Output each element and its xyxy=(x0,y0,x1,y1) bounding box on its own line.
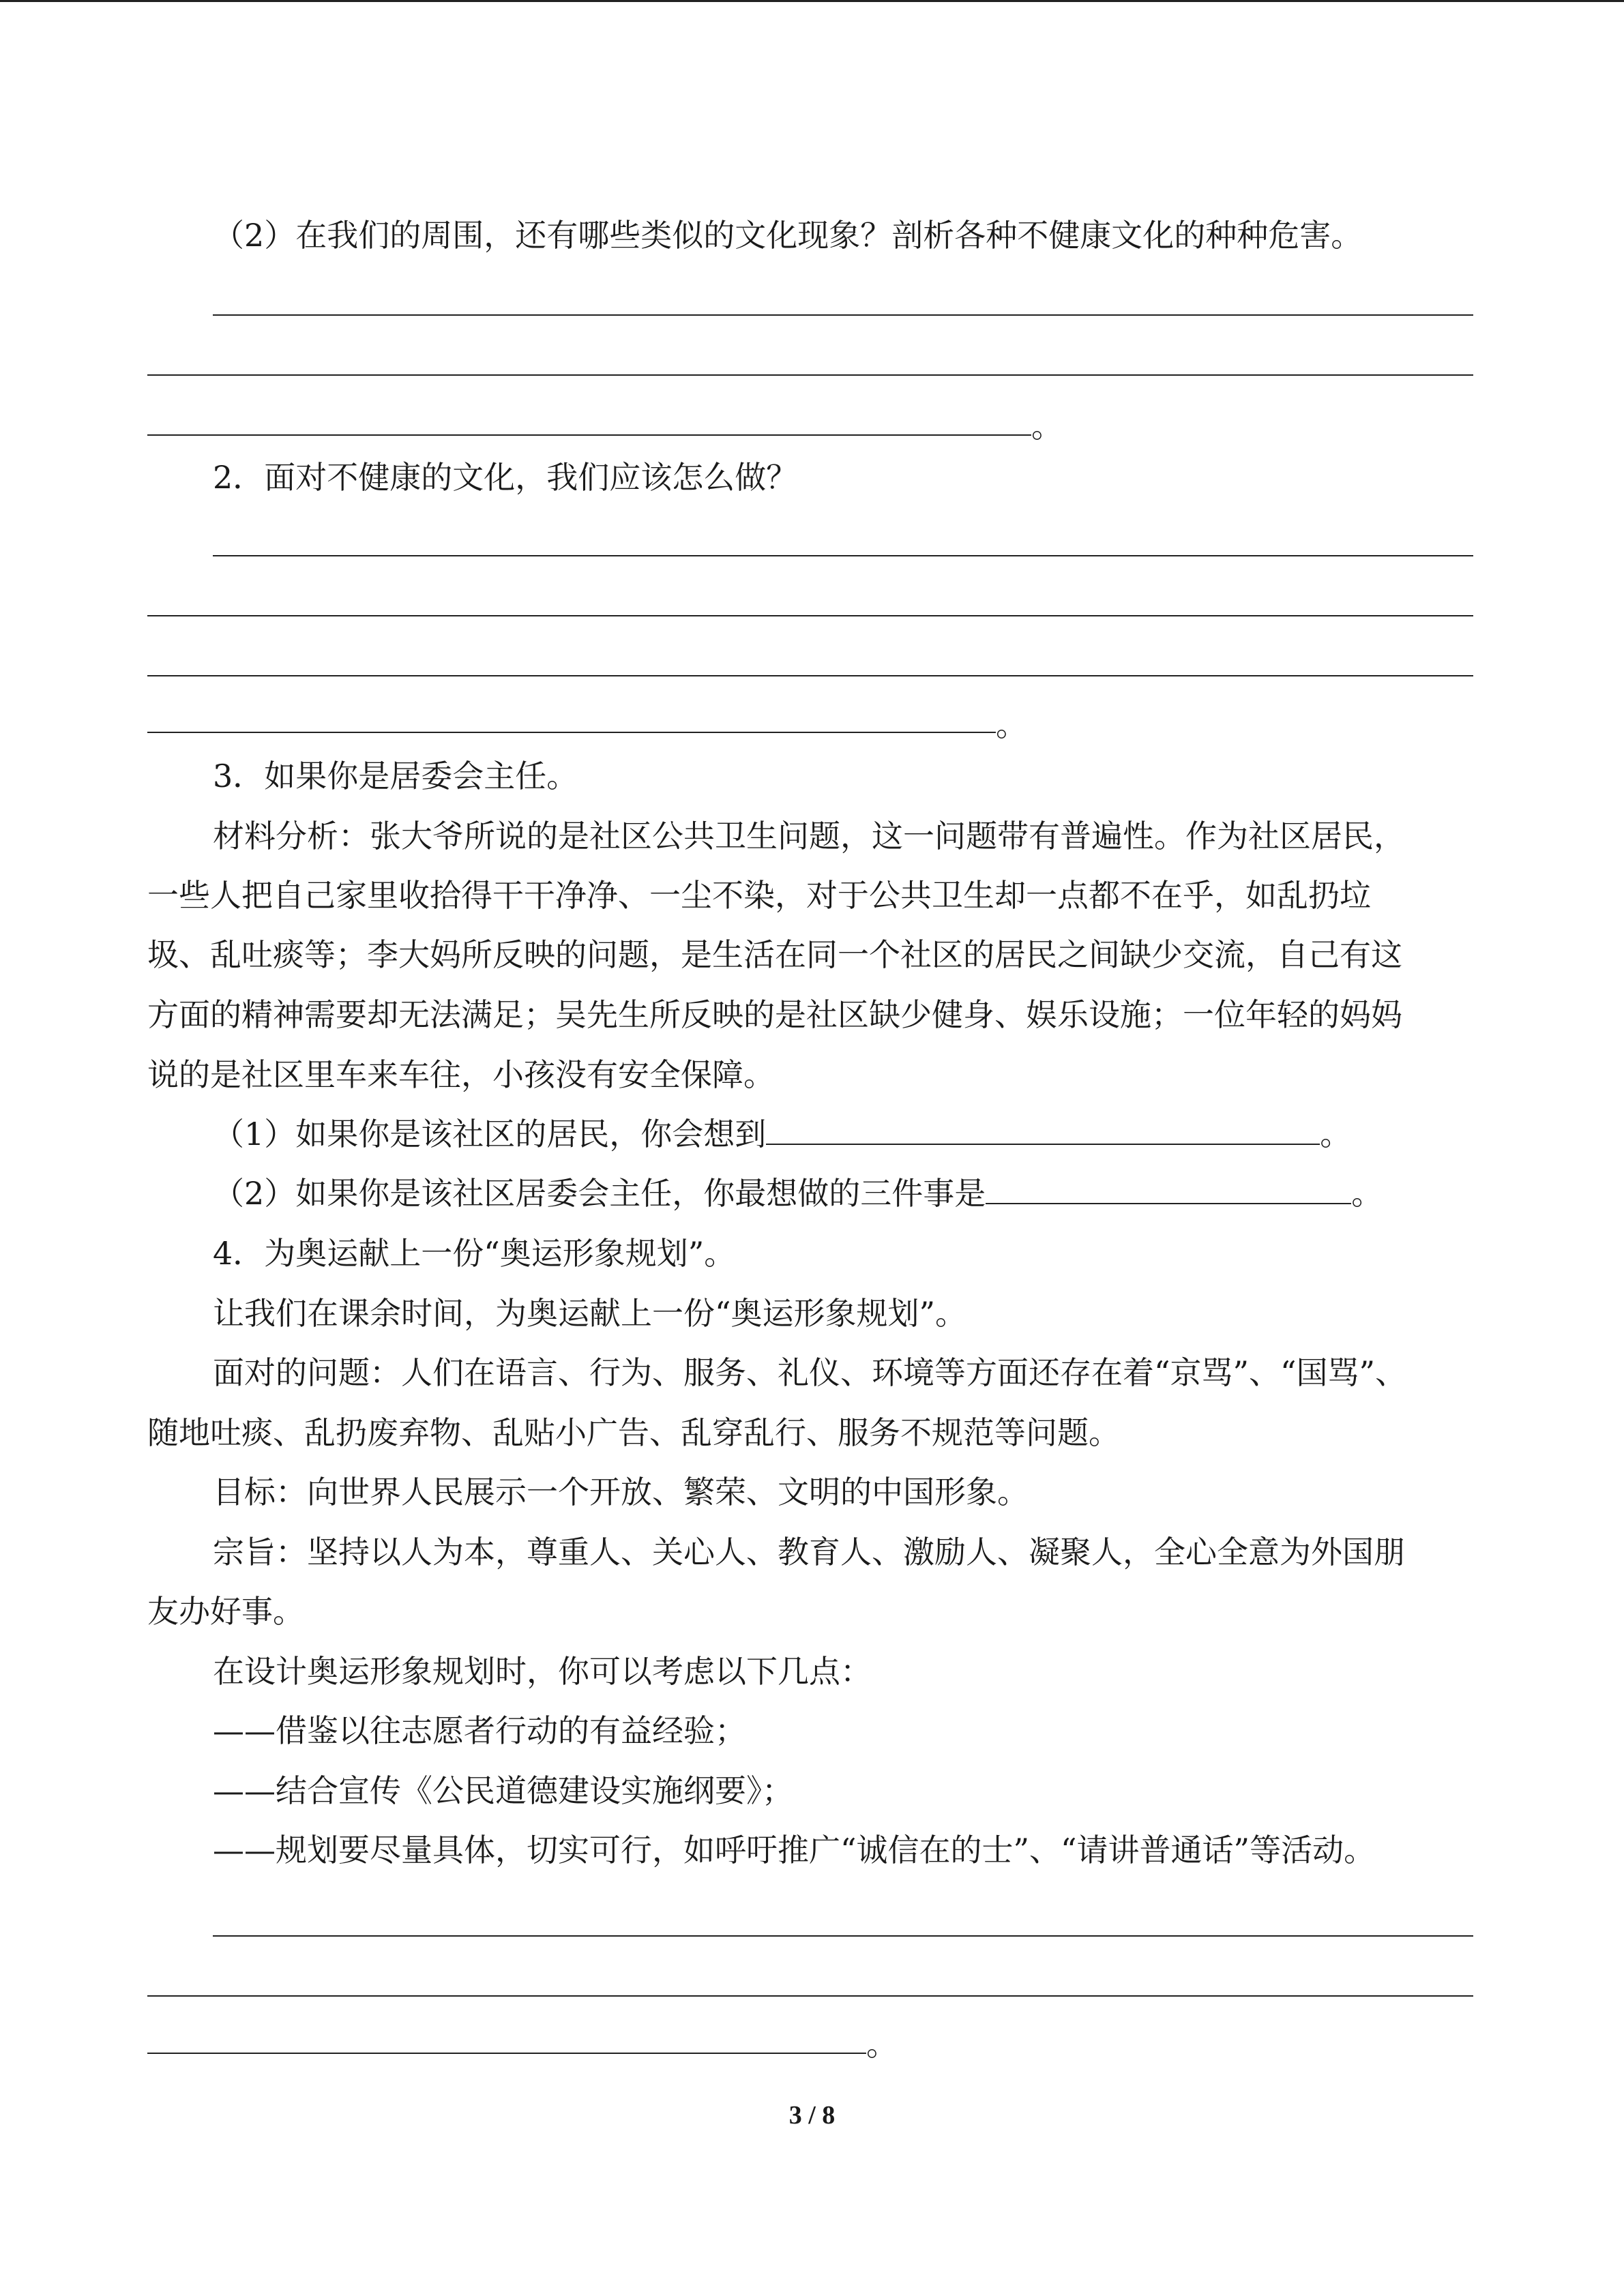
q4-goal: 目标：向世界人民展示一个开放、繁荣、文明的中国形象。 xyxy=(213,1474,1029,1510)
period: 。 xyxy=(1351,1175,1383,1212)
q4-aim-line: 宗旨：坚持以人为本，尊重人、关心人、教育人、激励人、凝聚人，全心全意为外国朋 xyxy=(213,1534,1405,1570)
question-4-title: 4．为奥运献上一份“奥运形象规划”。 xyxy=(213,1235,736,1272)
q3-paragraph-line: 圾、乱吐痰等；李大妈所反映的问题，是生活在同一个社区的居民之间缺少交流，自己有这 xyxy=(147,936,1402,973)
fill-blank xyxy=(986,1173,1351,1204)
period: 。 xyxy=(866,2026,898,2063)
q4-bullet: ——规划要尽量具体，切实可行，如呼吁推广“诚信在的士”、“请讲普通话”等活动。 xyxy=(213,1832,1376,1868)
q4-aim-line: 友办好事。 xyxy=(147,1593,304,1630)
q4-problem-line: 随地吐痰、乱扔废弃物、乱贴小广告、乱穿乱行、服务不规范等问题。 xyxy=(147,1414,1120,1451)
question-2: 2．面对不健康的文化，我们应该怎么做？ xyxy=(213,459,798,496)
period: 。 xyxy=(996,706,1027,743)
answer-line xyxy=(147,374,1473,376)
answer-line xyxy=(147,732,996,733)
q3-paragraph-line: 材料分析：张大爷所说的是社区公共卫生问题，这一问题带有普遍性。作为社区居民， xyxy=(213,818,1405,854)
q3-subquestion-1-text: （1）如果你是该社区的居民，你会想到 xyxy=(213,1116,767,1152)
q4-consider: 在设计奥运形象规划时，你可以考虑以下几点： xyxy=(213,1653,872,1690)
q4-intro: 让我们在课余时间，为奥运献上一份“奥运形象规划”。 xyxy=(213,1295,967,1332)
question-1-2: （2）在我们的周围，还有哪些类似的文化现象？剖析各种不健康文化的种种危害。 xyxy=(213,217,1363,254)
top-border xyxy=(0,0,1624,2)
answer-line xyxy=(213,314,1473,316)
q3-subquestion-1 xyxy=(213,1114,1351,1154)
question-3-title: 3．如果你是居委会主任。 xyxy=(213,758,578,794)
q3-subquestion-2 xyxy=(213,1173,1383,1214)
period: 。 xyxy=(1031,408,1063,445)
q4-problem-line: 面对的问题：人们在语言、行为、服务、礼仪、环境等方面还存在着“京骂”、“国骂”、 xyxy=(213,1354,1407,1391)
q3-subquestion-2-text: （2）如果你是该社区居委会主任，你最想做的三件事是 xyxy=(213,1175,986,1212)
answer-line xyxy=(213,1935,1473,1937)
answer-line xyxy=(147,675,1473,676)
page-number: 3 / 8 xyxy=(788,2101,836,2130)
answer-line xyxy=(213,555,1473,556)
q3-paragraph-line: 说的是社区里车来车往，小孩没有安全保障。 xyxy=(147,1056,775,1093)
answer-line xyxy=(147,2053,866,2054)
answer-line xyxy=(147,1995,1473,1997)
q4-bullet: ——借鉴以往志愿者行动的有益经验； xyxy=(213,1712,746,1749)
q3-paragraph-line: 方面的精神需要却无法满足；吴先生所反映的是社区缺少健身、娱乐设施；一位年轻的妈妈 xyxy=(147,996,1402,1033)
q3-paragraph-line: 一些人把自己家里收拾得干干净净、一尘不染，对于公共卫生却一点都不在乎，如乱扔垃 xyxy=(147,877,1371,914)
q4-bullet: ——结合宣传《公民道德建设实施纲要》； xyxy=(213,1772,793,1809)
answer-line xyxy=(147,615,1473,616)
period: 。 xyxy=(1320,1116,1352,1152)
answer-line xyxy=(147,434,1031,436)
fill-blank xyxy=(766,1114,1320,1145)
